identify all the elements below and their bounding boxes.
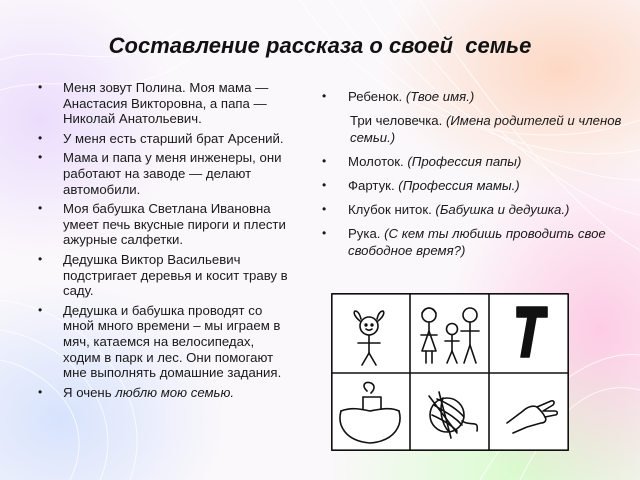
list-item	[38, 385, 288, 401]
item-text: Фартук.	[348, 178, 399, 193]
legend-item	[322, 201, 622, 218]
child-figure-icon	[354, 311, 384, 365]
item-italic-text: (Профессия папы)	[407, 154, 522, 169]
item-text: Клубок ниток.	[348, 202, 436, 217]
list-item: • У меня есть старший брат Арсений.	[38, 131, 288, 147]
legend-item	[322, 177, 622, 194]
legend-item	[322, 225, 622, 259]
item-text: Я очень	[63, 384, 116, 400]
item-italic-text: (Имена родителей и членов семьи.)	[350, 113, 622, 145]
list-item: • Дедушка и бабушка проводят со мной много времени – мы играем в мяч, катаемся на велосипедах, ходим в парк и лес. Они помогают мне выполнять домашние задания.	[38, 303, 288, 381]
item-text: Рука.	[348, 226, 385, 241]
list-item: • Дедушка Виктор Васильевич подстригает деревья и косит траву в саду.	[38, 252, 288, 299]
item-italic-text: (Твое имя.)	[405, 89, 475, 104]
apron-icon	[340, 382, 400, 443]
yarn-ball-icon	[429, 392, 477, 438]
hand-icon	[507, 401, 557, 433]
legend-item	[322, 153, 622, 170]
item-italic-text: люблю мою семью.	[115, 384, 235, 400]
item-italic-text: (Бабушка и дедушка.)	[435, 202, 570, 217]
hammer-icon	[517, 307, 547, 357]
list-item: • Моя бабушка Светлана Ивановна умеет печь вкусные пироги и плести ажурные салфетки.	[38, 201, 288, 248]
item-text: Три человечка.	[350, 113, 446, 128]
pictogram-grid	[331, 293, 569, 451]
item-text: Ребенок.	[348, 89, 406, 104]
slide-title: Составление рассказа о своей семье	[108, 33, 532, 58]
list-item: • Мама и папа у меня инженеры, они работают на заводе — делают автомобили.	[38, 150, 288, 197]
story-list	[38, 80, 288, 404]
family-figures-icon	[421, 308, 479, 363]
legend-item	[322, 112, 622, 146]
item-text: Молоток.	[348, 154, 408, 169]
item-italic-text: (С кем ты любишь проводить свое свободное время?)	[348, 226, 606, 258]
list-item: • Меня зовут Полина. Моя мама — Анастасия Викторовна, а папа — Николай Анатольевич.	[38, 80, 288, 127]
pictogram-legend-list	[322, 88, 622, 266]
item-italic-text: (Профессия мамы.)	[398, 178, 520, 193]
legend-item	[322, 88, 622, 105]
